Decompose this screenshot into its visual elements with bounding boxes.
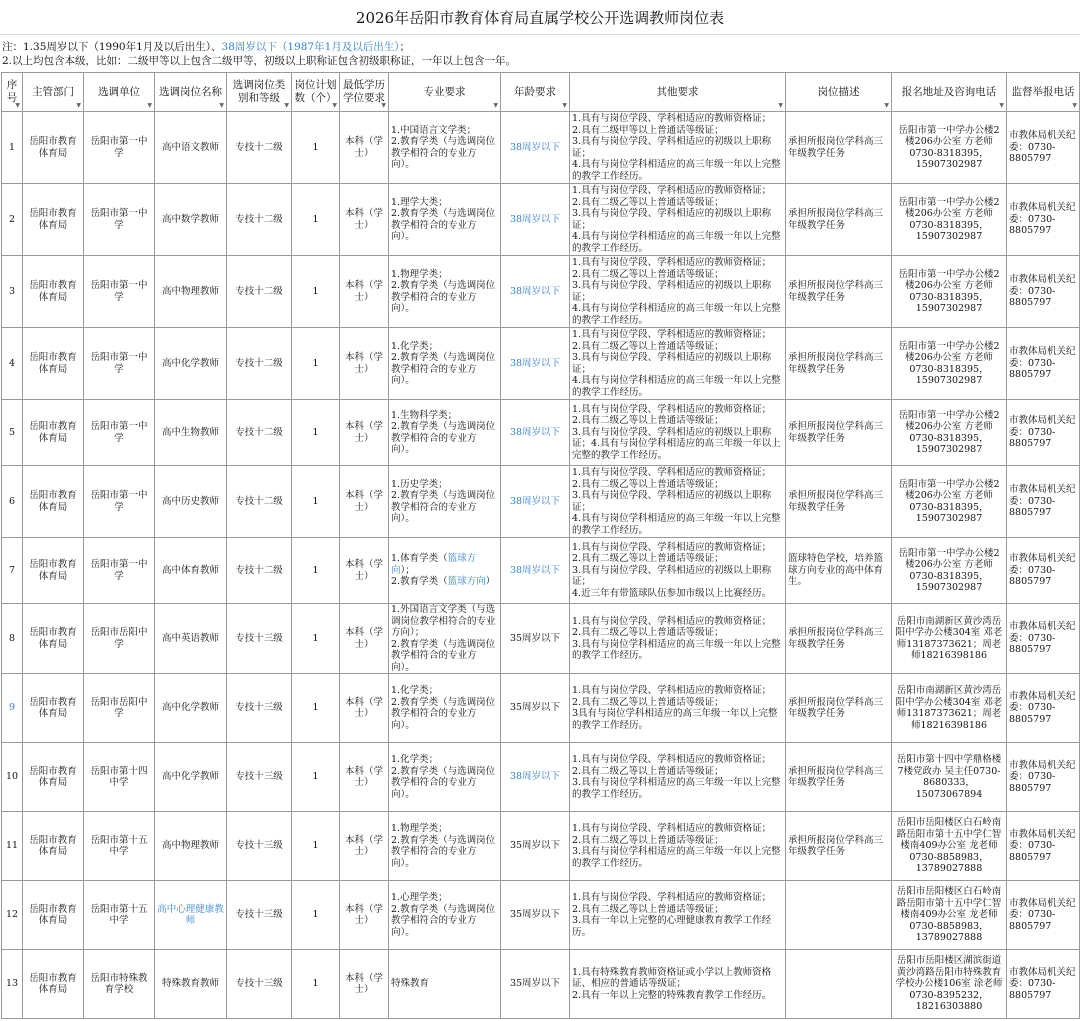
cell-supervise[interactable]: 市教体局机关纪委：0730-8805797 xyxy=(1007,538,1080,604)
cell-plan[interactable]: 1 xyxy=(292,881,340,950)
cell-seq[interactable]: 11 xyxy=(2,812,23,881)
cell-desc[interactable]: 承担所报岗位学科高三年级教学任务 xyxy=(786,328,892,400)
cell-unit[interactable]: 岳阳市第一中学 xyxy=(84,184,155,256)
filter-arrow-icon[interactable]: ▼ xyxy=(999,102,1004,109)
note-text: ； xyxy=(399,41,411,53)
cell-post[interactable]: 高中历史教师 xyxy=(155,466,227,538)
cell-unit[interactable]: 岳阳市第一中学 xyxy=(84,466,155,538)
table-row xyxy=(2,184,1080,256)
filter-arrow-icon[interactable]: ▼ xyxy=(147,102,152,109)
cell-category[interactable]: 专技十二级 xyxy=(227,538,292,604)
cell-unit[interactable]: 岳阳市第一中学 xyxy=(84,112,155,184)
cell-unit[interactable]: 岳阳市第一中学 xyxy=(84,538,155,604)
cell-category[interactable]: 专技十三级 xyxy=(227,674,292,743)
cell-seq[interactable]: 13 xyxy=(2,950,23,1019)
cell-address[interactable]: 岳阳市南湖新区黄沙湾岳阳中学办公楼304室 邓老师13187373621；周老师18216398186 xyxy=(892,604,1007,674)
page-title: 2026年岳阳市教育体育局直属学校公开选调教师岗位表 xyxy=(0,0,1080,35)
cell-age[interactable]: 38周岁以下 xyxy=(501,743,570,812)
cell-desc[interactable]: 承担所报岗位学科高三年级教学任务 xyxy=(786,812,892,881)
cell-seq[interactable]: 3 xyxy=(2,256,23,328)
table-body xyxy=(2,112,1080,1019)
cell-major[interactable]: 1.物理学类； 2.教育学类（与选调岗位教学相符合的专业方向）。 xyxy=(389,256,501,328)
cell-post[interactable]: 高中化学教师 xyxy=(155,328,227,400)
table-row xyxy=(2,674,1080,743)
cell-post[interactable]: 高中物理教师 xyxy=(155,256,227,328)
col-header-edu[interactable]: 最低学历学位要求 ▼ xyxy=(340,73,389,112)
filter-arrow-icon[interactable]: ▼ xyxy=(15,102,20,109)
cell-supervise[interactable]: 市教体局机关纪委：0730-8805797 xyxy=(1007,184,1080,256)
cell-major[interactable]: 1.物理学类； 2.教育学类（与选调岗位教学相符合的专业方向）。 xyxy=(389,812,501,881)
cell-edu[interactable]: 本科（学士） xyxy=(340,950,389,1019)
cell-other[interactable]: 1.具有与岗位学段、学科相适应的教师资格证； 2.具有二级乙等以上普通话等级证； 3.具有与岗位学段、学科相适应的初级以上职称证； 4.具有与岗位学科相适应的高三年级一年以上完整的教学工作经历。 xyxy=(570,328,786,400)
cell-address[interactable]: 岳阳市第一中学办公楼2楼206办公室 方老师0730-8318395，15907302987 xyxy=(892,538,1007,604)
table-row xyxy=(2,256,1080,328)
cell-major[interactable]: 1.中国语言文学类； 2.教育学类（与选调岗位教学相符合的专业方向）。 xyxy=(389,112,501,184)
cell-dept[interactable]: 岳阳市教育体育局 xyxy=(23,112,84,184)
cell-edu[interactable]: 本科（学士） xyxy=(340,538,389,604)
cell-supervise[interactable]: 市教体局机关纪委：0730-8805797 xyxy=(1007,112,1080,184)
cell-seq[interactable]: 5 xyxy=(2,400,23,466)
cell-age[interactable]: 35周岁以下 xyxy=(501,812,570,881)
note-line-2: 2.以上均包含本级，比如：二级甲等以上包含二级甲等，初级以上职称证包含初级职称证，一年以上包含一年。 xyxy=(2,55,517,67)
filter-arrow-icon[interactable]: ▼ xyxy=(562,102,567,109)
cell-seq[interactable]: 4 xyxy=(2,328,23,400)
filter-arrow-icon[interactable]: ▼ xyxy=(219,102,224,109)
cell-unit[interactable]: 岳阳市特殊教育学校 xyxy=(84,950,155,1019)
cell-address[interactable]: 岳阳市第一中学办公楼2楼206办公室 方老师0730-8318395，15907302987 xyxy=(892,466,1007,538)
cell-category[interactable]: 专技十三级 xyxy=(227,812,292,881)
cell-other[interactable]: 1.具有与岗位学段、学科相适应的教师资格证； 2.具有二级乙等以上普通话等级证； 3.具有与岗位学科相适应的高三年级一年以上完整的教学工作经历。 xyxy=(570,604,786,674)
cell-desc[interactable]: 承担所报岗位学科高三年级教学任务 xyxy=(786,466,892,538)
filter-arrow-icon[interactable]: ▼ xyxy=(1072,102,1077,109)
table-row xyxy=(2,881,1080,950)
table-row xyxy=(2,112,1080,184)
cell-post[interactable]: 高中化学教师 xyxy=(155,674,227,743)
cell-dept[interactable]: 岳阳市教育体育局 xyxy=(23,466,84,538)
cell-plan[interactable]: 1 xyxy=(292,950,340,1019)
cell-category[interactable]: 专技十二级 xyxy=(227,328,292,400)
cell-unit[interactable]: 岳阳市第一中学 xyxy=(84,328,155,400)
cell-post[interactable]: 特殊教育教师 xyxy=(155,950,227,1019)
table-row xyxy=(2,743,1080,812)
cell-address[interactable]: 岳阳市第十四中学鼎格楼7楼党政办 吴主任0730-8680333，15073067894 xyxy=(892,743,1007,812)
cell-unit[interactable]: 岳阳市第十五中学 xyxy=(84,812,155,881)
cell-supervise[interactable]: 市教体局机关纪委：0730-8805797 xyxy=(1007,881,1080,950)
cell-post[interactable]: 高中语文教师 xyxy=(155,112,227,184)
header-row xyxy=(2,73,1080,112)
cell-supervise[interactable]: 市教体局机关纪委：0730-8805797 xyxy=(1007,743,1080,812)
table-row xyxy=(2,328,1080,400)
table-row xyxy=(2,538,1080,604)
cell-category[interactable]: 专技十二级 xyxy=(227,184,292,256)
filter-arrow-icon[interactable]: ▼ xyxy=(332,102,337,109)
cell-seq[interactable]: 1 xyxy=(2,112,23,184)
cell-category[interactable]: 专技十三级 xyxy=(227,604,292,674)
cell-unit[interactable]: 岳阳市第十五中学 xyxy=(84,881,155,950)
cell-supervise[interactable]: 市教体局机关纪委：0730-8805797 xyxy=(1007,950,1080,1019)
cell-other[interactable]: 1.具有与岗位学段、学科相适应的教师资格证； 2.具有二级乙等以上普通话等级证； 3.具有与岗位学段、学科相适应的初级以上职称证； 4.具有与岗位学科相适应的高三年级一年以上完整的教学工作经历。 xyxy=(570,256,786,328)
cell-major[interactable]: 1.化学类； 2.教育学类（与选调岗位教学相符合的专业方向）。 xyxy=(389,328,501,400)
col-header-other[interactable]: 其他要求 ▼ xyxy=(570,73,786,112)
cell-age[interactable]: 38周岁以下 xyxy=(501,400,570,466)
cell-dept[interactable]: 岳阳市教育体育局 xyxy=(23,881,84,950)
cell-post[interactable]: 高中英语教师 xyxy=(155,604,227,674)
cell-plan[interactable]: 1 xyxy=(292,466,340,538)
cell-supervise[interactable]: 市教体局机关纪委：0730-8805797 xyxy=(1007,604,1080,674)
cell-post[interactable]: 高中物理教师 xyxy=(155,812,227,881)
col-header-category[interactable]: 选调岗位类别和等级 ▼ xyxy=(227,73,292,112)
filter-arrow-icon[interactable]: ▼ xyxy=(778,102,783,109)
cell-desc[interactable] xyxy=(786,881,892,950)
cell-major[interactable]: 1.化学类； 2.教育学类（与选调岗位教学相符合的专业方向）。 xyxy=(389,674,501,743)
cell-address[interactable]: 岳阳市南湖新区黄沙湾岳阳中学办公楼304室 邓老师13187373621；周老师18216398186 xyxy=(892,674,1007,743)
cell-supervise[interactable]: 市教体局机关纪委：0730-8805797 xyxy=(1007,328,1080,400)
cell-plan[interactable]: 1 xyxy=(292,184,340,256)
col-header-dept[interactable]: 主管部门 ▼ xyxy=(23,73,84,112)
table-row xyxy=(2,950,1080,1019)
col-header-post[interactable]: 选调岗位名称 ▼ xyxy=(155,73,227,112)
cell-other[interactable]: 1.具有与岗位学段、学科相适应的教师资格证； 2.具有二级乙等以上普通话等级证； 3.具有与岗位学段、学科相适应的初级以上职称证； 4.近三年有带篮球队伍参加市级以上比赛经历。 xyxy=(570,538,786,604)
cell-edu[interactable]: 本科（学士） xyxy=(340,112,389,184)
cell-plan[interactable]: 1 xyxy=(292,538,340,604)
cell-dept[interactable]: 岳阳市教育体育局 xyxy=(23,743,84,812)
cell-address[interactable]: 岳阳市第一中学办公楼2楼206办公室 方老师0730-8318395，15907302987 xyxy=(892,112,1007,184)
cell-plan[interactable]: 1 xyxy=(292,604,340,674)
cell-category[interactable]: 专技十二级 xyxy=(227,112,292,184)
cell-seq[interactable]: 2 xyxy=(2,184,23,256)
cell-unit[interactable]: 岳阳市岳阳中学 xyxy=(84,674,155,743)
cell-age[interactable]: 38周岁以下 xyxy=(501,328,570,400)
cell-dept[interactable]: 岳阳市教育体育局 xyxy=(23,538,84,604)
cell-unit[interactable]: 岳阳市第十四中学 xyxy=(84,743,155,812)
cell-seq[interactable]: 8 xyxy=(2,604,23,674)
cell-address[interactable]: 岳阳市岳阳楼区白石岭南路岳阳市第十五中学仁智楼南409办公室 龙老师0730-8858983，13789027888 xyxy=(892,812,1007,881)
col-header-seq[interactable]: 序号 ▼ xyxy=(2,73,23,112)
cell-supervise[interactable]: 市教体局机关纪委：0730-8805797 xyxy=(1007,400,1080,466)
cell-edu[interactable]: 本科（学士） xyxy=(340,743,389,812)
cell-category[interactable]: 专技十三级 xyxy=(227,743,292,812)
col-header-desc[interactable]: 岗位描述 ▼ xyxy=(786,73,892,112)
cell-plan[interactable]: 1 xyxy=(292,256,340,328)
notes xyxy=(0,35,1080,72)
cell-other[interactable]: 1.具有与岗位学段、学科相适应的教师资格证； 2.具有二级乙等以上普通话等级证； 3.具有与岗位学段、学科相适应的初级以上职称证； 4.具有与岗位学科相适应的高三年级一年以上完整的教学工作经历。 xyxy=(570,184,786,256)
cell-other[interactable]: 1.具有特殊教育教师资格证或小学以上教师资格证、相应的普通话等级证； 2.具有一年以上完整的特殊教育教学工作经历。 xyxy=(570,950,786,1019)
col-header-age[interactable]: 年龄要求 ▼ xyxy=(501,73,570,112)
cell-edu[interactable]: 本科（学士） xyxy=(340,812,389,881)
cell-plan[interactable]: 1 xyxy=(292,743,340,812)
cell-edu[interactable]: 本科（学士） xyxy=(340,256,389,328)
cell-desc[interactable]: 承担所报岗位学科高三年级教学任务 xyxy=(786,604,892,674)
cell-address[interactable]: 岳阳市岳阳楼区湖滨街道黄沙湾路岳阳市特殊教育学校办公楼106室 涂老师0730-8395232，18216303880 xyxy=(892,950,1007,1019)
cell-dept[interactable]: 岳阳市教育体育局 xyxy=(23,812,84,881)
cell-supervise[interactable]: 市教体局机关纪委：0730-8805797 xyxy=(1007,466,1080,538)
filter-arrow-icon[interactable]: ▼ xyxy=(381,102,386,109)
table-row xyxy=(2,812,1080,881)
cell-desc[interactable] xyxy=(786,950,892,1019)
note-line-1 xyxy=(2,40,1078,54)
cell-major[interactable]: 1.化学类； 2.教育学类（与选调岗位教学相符合的专业方向）。 xyxy=(389,743,501,812)
cell-major[interactable]: 1.历史学类； 2.教育学类（与选调岗位教学相符合的专业方向）。 xyxy=(389,466,501,538)
cell-dept[interactable]: 岳阳市教育体育局 xyxy=(23,950,84,1019)
cell-supervise[interactable]: 市教体局机关纪委：0730-8805797 xyxy=(1007,674,1080,743)
note-highlight: 38周岁以下（1987年1月及以后出生） xyxy=(221,41,400,53)
cell-plan[interactable]: 1 xyxy=(292,400,340,466)
cell-major[interactable]: 1.体育学类（篮球方向）； 2.教育学类（篮球方向） xyxy=(389,538,501,604)
cell-post[interactable]: 高中体育教师 xyxy=(155,538,227,604)
cell-edu[interactable]: 本科（学士） xyxy=(340,466,389,538)
cell-dept[interactable]: 岳阳市教育体育局 xyxy=(23,328,84,400)
cell-category[interactable]: 专技十三级 xyxy=(227,950,292,1019)
col-header-plan[interactable]: 岗位计划数（个） ▼ xyxy=(292,73,340,112)
cell-dept[interactable]: 岳阳市教育体育局 xyxy=(23,256,84,328)
col-header-supervise[interactable]: 监督举报电话 ▼ xyxy=(1007,73,1080,112)
cell-major[interactable]: 1.生物科学类； 2.教育学类（与选调岗位教学相符合的专业方向）。 xyxy=(389,400,501,466)
cell-dept[interactable]: 岳阳市教育体育局 xyxy=(23,184,84,256)
cell-unit[interactable]: 岳阳市第一中学 xyxy=(84,400,155,466)
cell-category[interactable]: 专技十二级 xyxy=(227,466,292,538)
cell-other[interactable]: 1.具有与岗位学段、学科相适应的教师资格证； 2.具有二级乙等以上普通话等级证； 3.具有一年以上完整的心理健康教育教学工作经历。 xyxy=(570,881,786,950)
cell-other[interactable]: 1.具有与岗位学段、学科相适应的教师资格证； 2.具有二级乙等以上普通话等级证； 3.具有与岗位学科相适应的高三年级一年以上完整的教学工作经历。 xyxy=(570,743,786,812)
cell-category[interactable]: 专技十三级 xyxy=(227,881,292,950)
cell-post[interactable]: 高中心理健康教师 xyxy=(155,881,227,950)
cell-desc[interactable]: 承担所报岗位学科高三年级教学任务 xyxy=(786,674,892,743)
cell-post[interactable]: 高中数学教师 xyxy=(155,184,227,256)
cell-plan[interactable]: 1 xyxy=(292,112,340,184)
col-header-address[interactable]: 报名地址及咨询电话 ▼ xyxy=(892,73,1007,112)
cell-unit[interactable]: 岳阳市第一中学 xyxy=(84,256,155,328)
cell-supervise[interactable]: 市教体局机关纪委：0730-8805797 xyxy=(1007,256,1080,328)
cell-address[interactable]: 岳阳市第一中学办公楼2楼206办公室 方老师0730-8318395，15907302987 xyxy=(892,256,1007,328)
cell-desc[interactable]: 承担所报岗位学科高三年级教学任务 xyxy=(786,112,892,184)
col-header-major[interactable]: 专业要求 ▼ xyxy=(389,73,501,112)
cell-age[interactable]: 35周岁以下 xyxy=(501,881,570,950)
cell-edu[interactable]: 本科（学士） xyxy=(340,881,389,950)
filter-arrow-icon[interactable]: ▼ xyxy=(76,102,81,109)
cell-age[interactable]: 38周岁以下 xyxy=(501,538,570,604)
table-row xyxy=(2,400,1080,466)
cell-other[interactable]: 1.具有与岗位学段、学科相适应的教师资格证； 2.具有二级乙等以上普通话等级证； 3.具有与岗位学科相适应的高三年级一年以上完整的教学工作经历。 xyxy=(570,812,786,881)
cell-address[interactable]: 岳阳市岳阳楼区白石岭南路岳阳市第十五中学仁智楼南409办公室 龙老师0730-8858983，13789027888 xyxy=(892,881,1007,950)
table-row xyxy=(2,604,1080,674)
cell-seq[interactable]: 9 xyxy=(2,674,23,743)
note-text: 注：1.35周岁以下（1990年1月及以后出生）、 xyxy=(2,41,222,53)
cell-other[interactable]: 1.具有与岗位学段、学科相适应的教师资格证； 2.具有二级乙等以上普通话等级证； 3.具有与岗位学段、学科相适应的初级以上职称证；4.具有与岗位学科相适应的高三年级一年以上完整的教学工作经历。 xyxy=(570,400,786,466)
cell-edu[interactable]: 本科（学士） xyxy=(340,674,389,743)
cell-seq[interactable]: 7 xyxy=(2,538,23,604)
cell-supervise[interactable]: 市教体局机关纪委：0730-8805797 xyxy=(1007,812,1080,881)
cell-age[interactable]: 38周岁以下 xyxy=(501,256,570,328)
cell-age[interactable]: 35周岁以下 xyxy=(501,604,570,674)
cell-plan[interactable]: 1 xyxy=(292,812,340,881)
cell-major[interactable]: 1.外国语言文学类（与选调岗位教学相符合的专业方向）； 2.教育学类（与选调岗位教学相符合的专业方向）。 xyxy=(389,604,501,674)
cell-edu[interactable]: 本科（学士） xyxy=(340,184,389,256)
cell-category[interactable]: 专技十二级 xyxy=(227,400,292,466)
cell-dept[interactable]: 岳阳市教育体育局 xyxy=(23,674,84,743)
filter-arrow-icon[interactable]: ▼ xyxy=(493,102,498,109)
cell-age[interactable]: 38周岁以下 xyxy=(501,184,570,256)
cell-desc[interactable]: 承担所报岗位学科高三年级教学任务 xyxy=(786,184,892,256)
cell-post[interactable]: 高中生物教师 xyxy=(155,400,227,466)
cell-other[interactable]: 1.具有与岗位学段、学科相适应的教师资格证； 2.具有二级乙等以上普通话等级证； 3.具有与岗位学段、学科相适应的初级以上职称证； 4.具有与岗位学科相适应的高三年级一年以上完整的教学工作经历。 xyxy=(570,466,786,538)
cell-edu[interactable]: 本科（学士） xyxy=(340,604,389,674)
table-row xyxy=(2,466,1080,538)
cell-desc[interactable]: 承担所报岗位学科高三年级教学任务 xyxy=(786,743,892,812)
cell-post[interactable]: 高中化学教师 xyxy=(155,743,227,812)
cell-seq[interactable]: 6 xyxy=(2,466,23,538)
positions-table xyxy=(1,72,1080,1019)
cell-age[interactable]: 35周岁以下 xyxy=(501,950,570,1019)
cell-age[interactable]: 38周岁以下 xyxy=(501,466,570,538)
cell-edu[interactable]: 本科（学士） xyxy=(340,328,389,400)
cell-other[interactable]: 1.具有与岗位学段、学科相适应的教师资格证； 2.具有二级甲等以上普通话等级证； 3.具有与岗位学段、学科相适应的初级以上职称证； 4.具有与岗位学科相适应的高三年级一年以上完整的教学工作经历。 xyxy=(570,112,786,184)
cell-age[interactable]: 35周岁以下 xyxy=(501,674,570,743)
cell-age[interactable]: 38周岁以下 xyxy=(501,112,570,184)
cell-category[interactable]: 专技十二级 xyxy=(227,256,292,328)
cell-dept[interactable]: 岳阳市教育体育局 xyxy=(23,604,84,674)
col-header-unit[interactable]: 选调单位 ▼ xyxy=(84,73,155,112)
filter-arrow-icon[interactable]: ▼ xyxy=(284,102,289,109)
cell-major[interactable]: 1.心理学类； 2.教育学类（与选调岗位教学相符合的专业方向）。 xyxy=(389,881,501,950)
cell-seq[interactable]: 12 xyxy=(2,881,23,950)
cell-dept[interactable]: 岳阳市教育体育局 xyxy=(23,400,84,466)
cell-address[interactable]: 岳阳市第一中学办公楼2楼206办公室 方老师0730-8318395，15907302987 xyxy=(892,184,1007,256)
cell-other[interactable]: 1.具有与岗位学段、学科相适应的教师资格证； 2.具有二级乙等以上普通话等级证； 3具有与岗位学科相适应的高三年级一年以上完整的教学工作经历。 xyxy=(570,674,786,743)
cell-desc[interactable]: 承担所报岗位学科高三年级教学任务 xyxy=(786,256,892,328)
cell-unit[interactable]: 岳阳市岳阳中学 xyxy=(84,604,155,674)
cell-address[interactable]: 岳阳市第一中学办公楼2楼206办公室 方老师0730-8318395，15907302987 xyxy=(892,328,1007,400)
cell-plan[interactable]: 1 xyxy=(292,674,340,743)
filter-arrow-icon[interactable]: ▼ xyxy=(884,102,889,109)
cell-desc[interactable]: 承担所报岗位学科高三年级教学任务 xyxy=(786,400,892,466)
cell-seq[interactable]: 10 xyxy=(2,743,23,812)
cell-major[interactable]: 特殊教育 xyxy=(389,950,501,1019)
cell-major[interactable]: 1.理学大类； 2.教育学类（与选调岗位教学相符合的专业方向）。 xyxy=(389,184,501,256)
cell-plan[interactable]: 1 xyxy=(292,328,340,400)
cell-desc[interactable]: 篮球特色学校，培养篮球方向专业的高中体育生。 xyxy=(786,538,892,604)
cell-edu[interactable]: 本科（学士） xyxy=(340,400,389,466)
cell-address[interactable]: 岳阳市第一中学办公楼2楼206办公室 方老师0730-8318395，15907302987 xyxy=(892,400,1007,466)
